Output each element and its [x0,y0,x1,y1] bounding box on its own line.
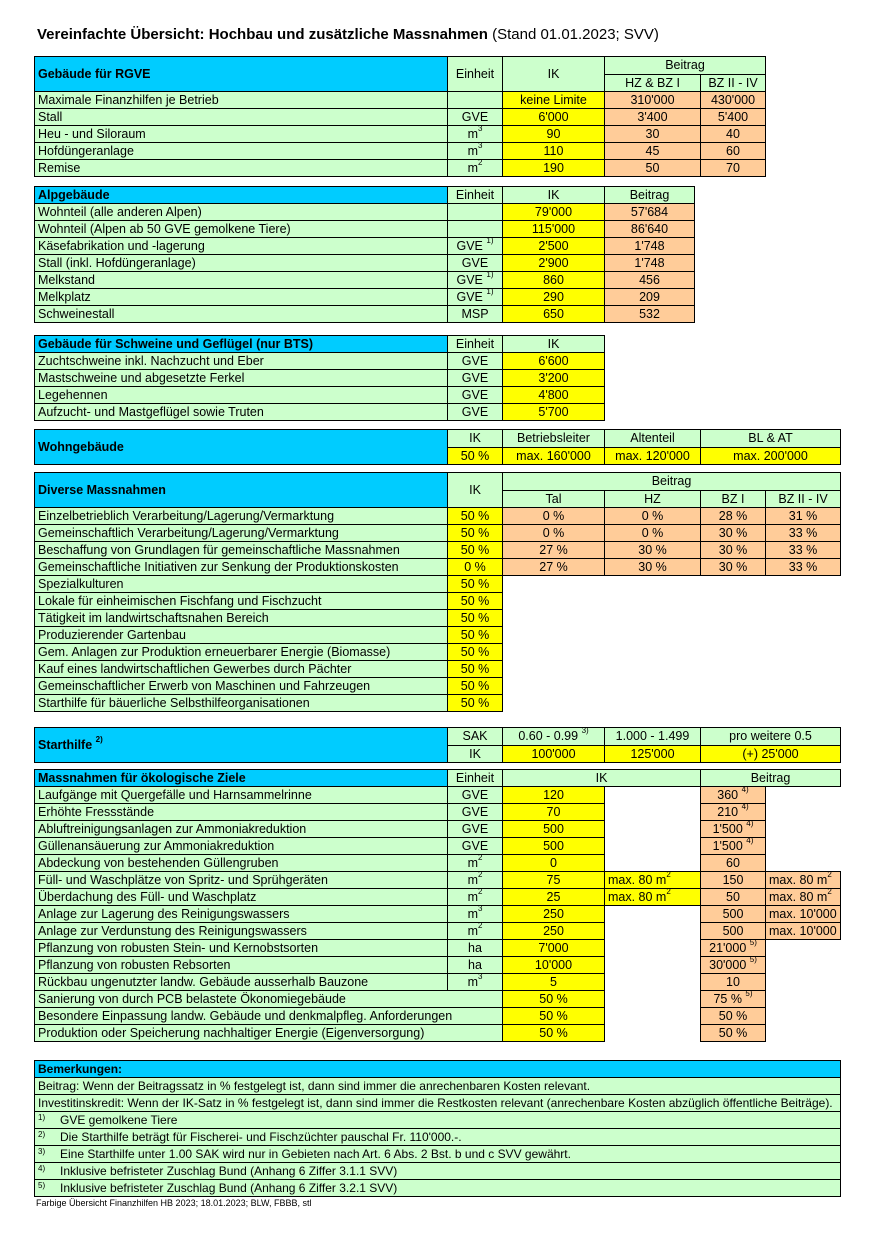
row-beitrag-tal: 27 % [503,542,605,559]
row-sak: SAK [448,728,503,746]
starthilfe-table [34,727,841,763]
rgve-header: Gebäude für RGVE [35,57,448,92]
row-label: Schweinestall [35,306,448,323]
table-row [35,872,841,889]
row-beitrag-bz1: 28 % [701,508,766,525]
row-ik: 50 % [448,661,503,678]
table-row [35,610,841,627]
wohn-betriebsleiter: max. 160'000 [503,447,605,465]
row-ik: 6'600 [503,353,605,370]
row-beitrag: 500 [701,906,766,923]
footnote-mark: 1) [38,1113,46,1122]
row-ik: 50 % [448,593,503,610]
table-row [35,1025,841,1042]
row-beitrag-hz: 30 % [605,559,701,576]
row-label: Einzelbetrieblich Verarbeitung/Lagerung/Vermarktung [35,508,448,525]
row-unit: $m^3$ [448,974,503,991]
row-beitrag-tal: 27 % [503,559,605,576]
row-ik: 50 % [503,1008,605,1025]
note-line [35,1095,841,1112]
col-beitrag: Beitrag [701,770,841,787]
row-label: Überdachung des Füll- und Waschplatz [35,889,448,906]
col-bz2-4: BZ II - IV [766,490,841,508]
footnote-text [35,1146,841,1163]
rgve-table [34,56,841,177]
col-ik: IK [448,430,503,448]
starthilfe-header: Starthilfe $^{2)}$ [35,728,448,763]
row-beitrag: 360 $^{4)}$ [701,787,766,804]
table-row [35,508,841,525]
row-unit: $m^2$ [448,923,503,940]
row-beitrag-bz2-4: 430'000 [701,92,766,109]
table-row [35,306,695,323]
row-beitrag: 1'500 $^{4)}$ [701,838,766,855]
row-beitrag-hz-bz1: 3'400 [605,109,701,126]
table-row [35,940,841,957]
row-ik: 7'000 [503,940,605,957]
table-row [35,889,841,906]
row-ik: 250 [503,923,605,940]
row-beitrag: 1'500 $^{4)}$ [701,821,766,838]
footnote [35,1180,841,1197]
col-hz-bz1: HZ & BZ I [605,74,701,92]
row-beitrag: 209 [605,289,695,306]
row-label: Produktion oder Speicherung nachhaltiger Energie (Eigenversorgung) [35,1025,503,1042]
row-ik: 3'200 [503,370,605,387]
row-label: Melkplatz [35,289,448,306]
row-unit [448,204,503,221]
row-beitrag-bz2-4: 33 % [766,559,841,576]
row-unit: $m^2$ [448,855,503,872]
row-ik: IK [448,745,503,763]
note-text: Investitinskredit: Wenn der IK-Satz in % festgelegt ist, dann sind immer die Restkosten relevant (anrechenbare Kosten abzüglich öffentliche Beiträge). [35,1095,841,1112]
table-row [35,695,841,712]
col-ik: IK [448,473,503,508]
row-label: Legehennen [35,387,448,404]
row-beitrag-bz2-4: 31 % [766,508,841,525]
footnote-text [35,1112,841,1129]
row-ik: 50 % [503,1025,605,1042]
row-ik: 50 % [448,627,503,644]
row-label: Wohnteil (Alpen ab 50 GVE gemolkene Tiere) [35,221,448,238]
table-row [35,593,841,610]
row-ik: 120 [503,787,605,804]
row-ik: 79'000 [503,204,605,221]
row-beitrag-bz2-4: 5'400 [701,109,766,126]
row-ik: 250 [503,906,605,923]
row-beitrag-bz2-4: 40 [701,126,766,143]
table-row [35,160,841,177]
row-ik: 290 [503,289,605,306]
row-label: Beschaffung von Grundlagen für gemeinschaftliche Massnahmen [35,542,448,559]
row-beitrag-bz2-4: 70 [701,160,766,177]
starthilfe-ik-2: 125'000 [605,745,701,763]
table-row [35,143,841,160]
row-label: Mastschweine und abgesetzte Ferkel [35,370,448,387]
row-label: Gemeinschaftlicher Erwerb von Maschinen und Fahrzeugen [35,678,448,695]
table-row [35,661,841,678]
table-row [35,957,841,974]
row-label: Gemeinschaftliche Initiativen zur Senkung der Produktionskosten [35,559,448,576]
table-row [35,370,605,387]
row-label: Pflanzung von robusten Rebsorten [35,957,448,974]
sak-range-3: pro weitere 0.5 [701,728,841,746]
table-row [35,991,841,1008]
row-label: Remise [35,160,448,177]
row-label: Gem. Anlagen zur Produktion erneuerbarer Energie (Biomasse) [35,644,448,661]
table-row [35,644,841,661]
row-ik: 2'500 [503,238,605,255]
row-ik: 5'700 [503,404,605,421]
row-beitrag-hz: 0 % [605,508,701,525]
row-beitrag: 60 [701,855,766,872]
table-row [35,838,841,855]
row-label: Zuchtschweine inkl. Nachzucht und Eber [35,353,448,370]
col-einheit: Einheit [448,770,503,787]
table-row [35,92,841,109]
col-bz1: BZ I [701,490,766,508]
row-unit: GVE [448,821,503,838]
footnote-text [35,1129,841,1146]
row-label: Produzierender Gartenbau [35,627,448,644]
row-ik: 190 [503,160,605,177]
row-beitrag-max: max. 10'000 [766,923,841,940]
row-ik: 6'000 [503,109,605,126]
row-unit: $m^3$ [448,143,503,160]
row-unit: $m^3$ [448,906,503,923]
row-beitrag: 57'684 [605,204,695,221]
row-beitrag-hz-bz1: 30 [605,126,701,143]
sak-range-1: 0.60 - 0.99 $^{3)}$ [503,728,605,746]
row-unit: GVE [448,109,503,126]
table-row [35,109,841,126]
footnote-text [35,1180,841,1197]
footnote [35,1129,841,1146]
row-ik: 2'900 [503,255,605,272]
notes-table [34,1060,841,1197]
table-row [35,404,605,421]
row-label: Anlage zur Lagerung des Reinigungswassers [35,906,448,923]
footnote [35,1163,841,1180]
row-beitrag-hz: 30 % [605,542,701,559]
row-unit: $m^2$ [448,160,503,177]
row-label: Starthilfe für bäuerliche Selbsthilfeorganisationen [35,695,448,712]
row-beitrag-bz1: 30 % [701,525,766,542]
row-ik-max: max. 80 $m^2$ [605,872,701,889]
row-label: Lokale für einheimischen Fischfang und Fischzucht [35,593,448,610]
row-beitrag: 50 % [701,1008,766,1025]
row-beitrag: 50 [701,889,766,906]
row-label: Hofdüngeranlage [35,143,448,160]
row-unit: GVE [448,353,503,370]
col-betriebsleiter: Betriebsleiter [503,430,605,448]
row-unit: MSP [448,306,503,323]
table-row [35,923,841,940]
row-unit [448,92,503,109]
row-ik: 50 % [448,508,503,525]
table-row [35,678,841,695]
col-beitrag: Beitrag [605,187,695,204]
row-label: Güllenansäuerung zur Ammoniakreduktion [35,838,448,855]
row-label: Heu - und Siloraum [35,126,448,143]
row-unit: GVE $^{1)}$ [448,289,503,306]
row-ik: 50 % [503,991,605,1008]
row-ik: 25 [503,889,605,906]
row-label: Füll- und Waschplätze von Spritz- und Sprühgeräten [35,872,448,889]
row-label: Stall (inkl. Hofdüngeranlage) [35,255,448,272]
row-unit: GVE $^{1)}$ [448,238,503,255]
schweine-header: Gebäude für Schweine und Geflügel (nur BTS) [35,336,448,353]
oeko-table [34,769,841,1042]
row-label: Sanierung von durch PCB belastete Ökonomiegebäude [35,991,503,1008]
row-ik: 50 % [448,644,503,661]
row-ik: 4'800 [503,387,605,404]
row-beitrag-tal: 0 % [503,508,605,525]
footnote-mark: 4) [38,1164,46,1173]
row-beitrag: 1'748 [605,238,695,255]
row-beitrag-tal: 0 % [503,525,605,542]
col-bz2-4: BZ II - IV [701,74,766,92]
row-label: Pflanzung von robusten Stein- und Kernobstsorten [35,940,448,957]
row-ik: 70 [503,804,605,821]
footer-text: Farbige Übersicht Finanzhilfen HB 2023; 18.01.2023; BLW, FBBB, stl [36,1198,312,1208]
table-row [35,126,841,143]
title-main: Vereinfachte Übersicht: Hochbau und zusätzliche Massnahmen [37,26,488,43]
row-unit: GVE [448,370,503,387]
table-row [35,576,841,593]
row-label: Besondere Einpassung landw. Gebäude und denkmalpfleg. Anforderungen [35,1008,503,1025]
row-label: Laufgänge mit Quergefälle und Harnsammelrinne [35,787,448,804]
row-beitrag-bz1: 30 % [701,559,766,576]
row-label: Tätigkeit im landwirtschaftsnahen Bereich [35,610,448,627]
table-row [35,255,695,272]
row-ik-max: max. 80 $m^2$ [605,889,701,906]
row-beitrag: 1'748 [605,255,695,272]
col-einheit: Einheit [448,57,503,92]
row-beitrag-max: max. 10'000 [766,906,841,923]
notes-header: Bemerkungen: [35,1061,841,1078]
row-unit: $m^2$ [448,889,503,906]
col-altenteil: Altenteil [605,430,701,448]
row-beitrag: 50 % [701,1025,766,1042]
footnote-text [35,1163,841,1180]
row-label: Stall [35,109,448,126]
title-date: (Stand 01.01.2023; SVV) [487,26,659,43]
diverse-table [34,472,841,712]
alp-header: Alpgebäude [35,187,448,204]
wohn-altenteil: max. 120'000 [605,447,701,465]
footnote-body: Inklusive befristeter Zuschlag Bund (Anhang 6 Ziffer 3.2.1 SVV) [60,1181,398,1195]
row-beitrag-max: max. 80 $m^2$ [766,872,841,889]
col-ik: IK [503,187,605,204]
row-beitrag-bz2-4: 60 [701,143,766,160]
sak-range-2: 1.000 - 1.499 [605,728,701,746]
schweine-table [34,335,605,421]
row-unit: ha [448,957,503,974]
row-unit: GVE [448,255,503,272]
row-ik: 500 [503,838,605,855]
row-beitrag: 75 % $^{5)}$ [701,991,766,1008]
table-row [35,804,841,821]
starthilfe-ik-3: (+) 25'000 [701,745,841,763]
row-ik: 650 [503,306,605,323]
row-ik: 860 [503,272,605,289]
row-beitrag-bz2-4: 33 % [766,525,841,542]
row-unit: GVE [448,804,503,821]
row-beitrag-bz2-4: 33 % [766,542,841,559]
row-ik: 115'000 [503,221,605,238]
row-label: Abdeckung von bestehenden Güllengruben [35,855,448,872]
table-row [35,821,841,838]
footnote-body: Eine Starthilfe unter 1.00 SAK wird nur in Gebieten nach Art. 6 Abs. 2 Bst. b und c SVV gewährt. [60,1147,571,1161]
table-row [35,525,841,542]
col-einheit: Einheit [448,187,503,204]
row-unit: GVE [448,787,503,804]
table-row [35,289,695,306]
row-beitrag-hz-bz1: 310'000 [605,92,701,109]
row-ik: 110 [503,143,605,160]
row-label: Rückbau ungenutzter landw. Gebäude ausserhalb Bauzone [35,974,448,991]
row-label: Aufzucht- und Mastgeflügel sowie Truten [35,404,448,421]
starthilfe-ik-1: 100'000 [503,745,605,763]
col-ik: IK [503,770,701,787]
row-beitrag: 500 [701,923,766,940]
page-title [37,26,659,43]
table-row [35,221,695,238]
row-ik: keine Limite [503,92,605,109]
row-unit: GVE [448,387,503,404]
row-beitrag: 150 [701,872,766,889]
wohn-table [34,429,841,465]
wohn-header: Wohngebäude [35,430,448,465]
row-label: Melkstand [35,272,448,289]
wohn-ik: 50 % [448,447,503,465]
row-unit: GVE [448,838,503,855]
diverse-header: Diverse Massnahmen [35,473,448,508]
table-row [35,272,695,289]
row-label: Abluftreinigungsanlagen zur Ammoniakreduktion [35,821,448,838]
table-row [35,906,841,923]
table-row [35,238,695,255]
footnote [35,1146,841,1163]
row-label: Maximale Finanzhilfen je Betrieb [35,92,448,109]
note-text: Beitrag: Wenn der Beitragssatz in % festgelegt ist, dann sind immer die anrechenbaren Kosten relevant. [35,1078,841,1095]
table-row [35,627,841,644]
row-ik: 10'000 [503,957,605,974]
footnote [35,1112,841,1129]
row-ik: 50 % [448,695,503,712]
oeko-header: Massnahmen für ökologische Ziele [35,770,448,787]
table-row [35,387,605,404]
col-bl-at: BL & AT [701,430,841,448]
table-row [35,353,605,370]
row-ik: 50 % [448,678,503,695]
table-row [35,855,841,872]
col-tal: Tal [503,490,605,508]
col-einheit: Einheit [448,336,503,353]
row-label: Käsefabrikation und -lagerung [35,238,448,255]
row-beitrag: 21'000 $^{5)}$ [701,940,766,957]
table-row [35,559,841,576]
row-unit: ha [448,940,503,957]
footnote-body: Inklusive befristeter Zuschlag Bund (Anhang 6 Ziffer 3.1.1 SVV) [60,1164,398,1178]
table-row [35,787,841,804]
row-unit [448,221,503,238]
row-beitrag-bz1: 30 % [701,542,766,559]
row-unit: $m^2$ [448,872,503,889]
row-label: Anlage zur Verdunstung des Reinigungswassers [35,923,448,940]
table-row [35,974,841,991]
footnote-mark: 3) [38,1147,46,1156]
row-ik: 50 % [448,525,503,542]
row-beitrag: 86'640 [605,221,695,238]
alp-table [34,186,695,323]
table-row [35,204,695,221]
col-hz: HZ [605,490,701,508]
row-beitrag-hz-bz1: 50 [605,160,701,177]
row-ik: 0 % [448,559,503,576]
row-ik: 5 [503,974,605,991]
note-line [35,1078,841,1095]
row-beitrag: 210 $^{4)}$ [701,804,766,821]
row-ik: 50 % [448,576,503,593]
row-ik: 50 % [448,542,503,559]
col-ik: IK [503,336,605,353]
row-beitrag-hz-bz1: 45 [605,143,701,160]
row-unit: GVE [448,404,503,421]
row-unit: GVE $^{1)}$ [448,272,503,289]
row-ik: 50 % [448,610,503,627]
wohn-bl-at: max. 200'000 [701,447,841,465]
row-ik: 75 [503,872,605,889]
col-beitrag: Beitrag [503,473,841,491]
row-label: Kauf eines landwirtschaftlichen Gewerbes durch Pächter [35,661,448,678]
footnote-mark: 2) [38,1130,46,1139]
row-unit: $m^3$ [448,126,503,143]
row-beitrag: 532 [605,306,695,323]
row-label: Gemeinschaftlich Verarbeitung/Lagerung/Vermarktung [35,525,448,542]
table-row [35,1008,841,1025]
footnote-mark: 5) [38,1181,46,1190]
footnote-body: Die Starthilfe beträgt für Fischerei- und Fischzüchter pauschal Fr. 110'000.-. [60,1130,462,1144]
col-ik: IK [503,57,605,92]
row-beitrag-hz: 0 % [605,525,701,542]
table-row [35,542,841,559]
footnote-body: GVE gemolkene Tiere [60,1113,178,1127]
row-beitrag: 10 [701,974,766,991]
row-ik: 500 [503,821,605,838]
row-label: Wohnteil (alle anderen Alpen) [35,204,448,221]
row-beitrag: 456 [605,272,695,289]
row-label: Spezialkulturen [35,576,448,593]
col-beitrag: Beitrag [605,57,766,75]
row-ik: 90 [503,126,605,143]
row-beitrag-max: max. 80 $m^2$ [766,889,841,906]
row-beitrag: 30'000 $^{5)}$ [701,957,766,974]
row-ik: 0 [503,855,605,872]
row-label: Erhöhte Fressstände [35,804,448,821]
